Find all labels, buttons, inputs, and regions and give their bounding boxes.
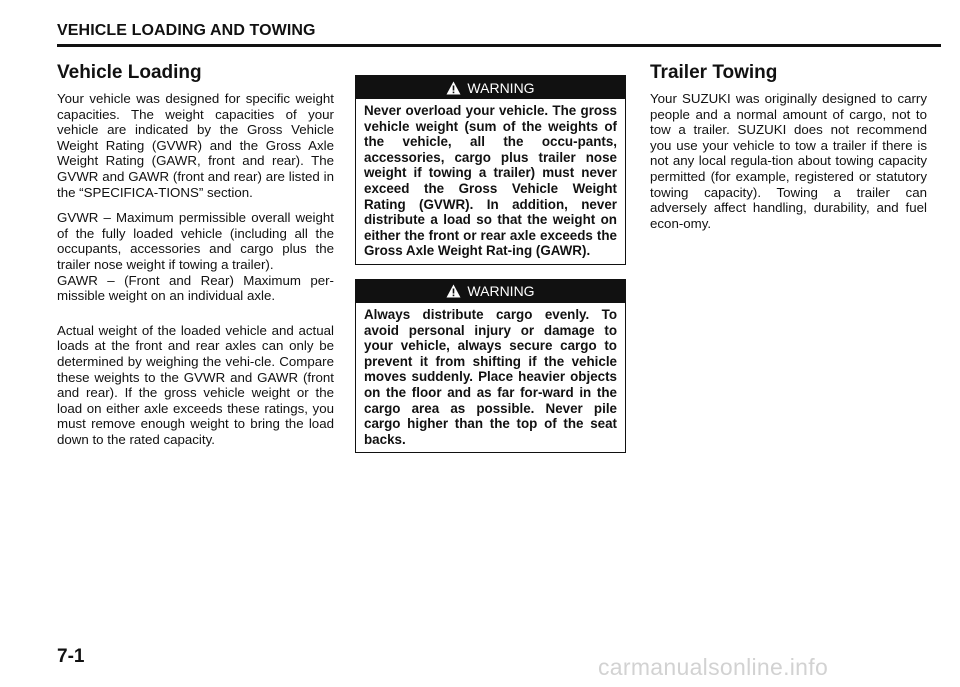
section-header: VEHICLE LOADING AND TOWING	[57, 22, 316, 39]
warning-box-overload	[355, 75, 626, 265]
warnings-column	[355, 75, 626, 453]
trailer-towing-paragraph: Your SUZUKI was originally designed to carry people and a normal amount of cargo, not to tow a trailer. SUZUKI does not recommend you use your vehicle to tow a trailer if there is not any local regula-tion about towing capacity permitted (for example, registered or statutory towing capacity). Towing a trailer can adversely affect handling, durability, and fuel econ-omy.	[650, 91, 927, 231]
warning-box-cargo	[355, 279, 626, 453]
warning-label: WARNING	[467, 79, 535, 96]
warning-title-bar	[356, 280, 625, 303]
page-number: 7-1	[57, 646, 85, 667]
trailer-towing-column	[650, 62, 927, 231]
trailer-towing-heading: Trailer Towing	[650, 62, 778, 83]
gawr-definition: GAWR – (Front and Rear) Maximum per-missible weight on an individual axle.	[57, 272, 334, 304]
warning-text: Never overload your vehicle. The gross vehicle weight (sum of the weights of the vehicle, all the occu-pants, accessories, cargo plus trailer nose weight if towing a trailer) must never exceed the Gross Vehicle Weight Rating (GVWR). In addition, never distribute a load so that the weight on either the front or rear axle exceeds the Gross Axle Weight Rat-ing (GAWR).	[364, 103, 617, 259]
vehicle-loading-paragraph-1: Your vehicle was designed for specific weight capacities. The weight capacities of your vehicle are indicated by the Gross Vehicle Weight Rating (GVWR) and the Gross Axle Weight Rating (GAWR, front and rear). The GVWR and GAWR (front and rear) are listed in the “SPECIFICA-TIONS” section.	[57, 91, 334, 200]
vehicle-loading-heading: Vehicle Loading	[57, 62, 202, 83]
watermark-text: carmanualsonline.info	[598, 654, 829, 680]
gvwr-definition: GVWR – Maximum permissible overall weight of the fully loaded vehicle (including all the occupants, accessories and cargo plus the trailer nose weight if towing a trailer).	[57, 210, 334, 272]
warning-title-bar	[356, 76, 625, 99]
vehicle-loading-column	[57, 62, 334, 447]
warning-triangle-icon	[446, 81, 461, 95]
vehicle-loading-paragraph-4: Actual weight of the loaded vehicle and actual loads at the front and rear axles can only be determined by weighing the vehi-cle. Compare these weights to the GVWR and GAWR (front and rear). If the gross vehicle weight or the load on either axle exceeds these ratings, you must remove enough weight to bring the load down to the rated capacity.	[57, 322, 334, 447]
header-rule	[57, 44, 941, 47]
warning-text: Always distribute cargo evenly. To avoid personal injury or damage to your vehicle, always secure cargo to prevent it from shifting if the vehicle moves suddenly. Place heavier objects on the floor and as far for-ward in the cargo area as possible. Never pile cargo higher than the top of the seat backs.	[364, 306, 617, 447]
warning-triangle-icon	[446, 284, 461, 298]
warning-label: WARNING	[467, 283, 535, 300]
